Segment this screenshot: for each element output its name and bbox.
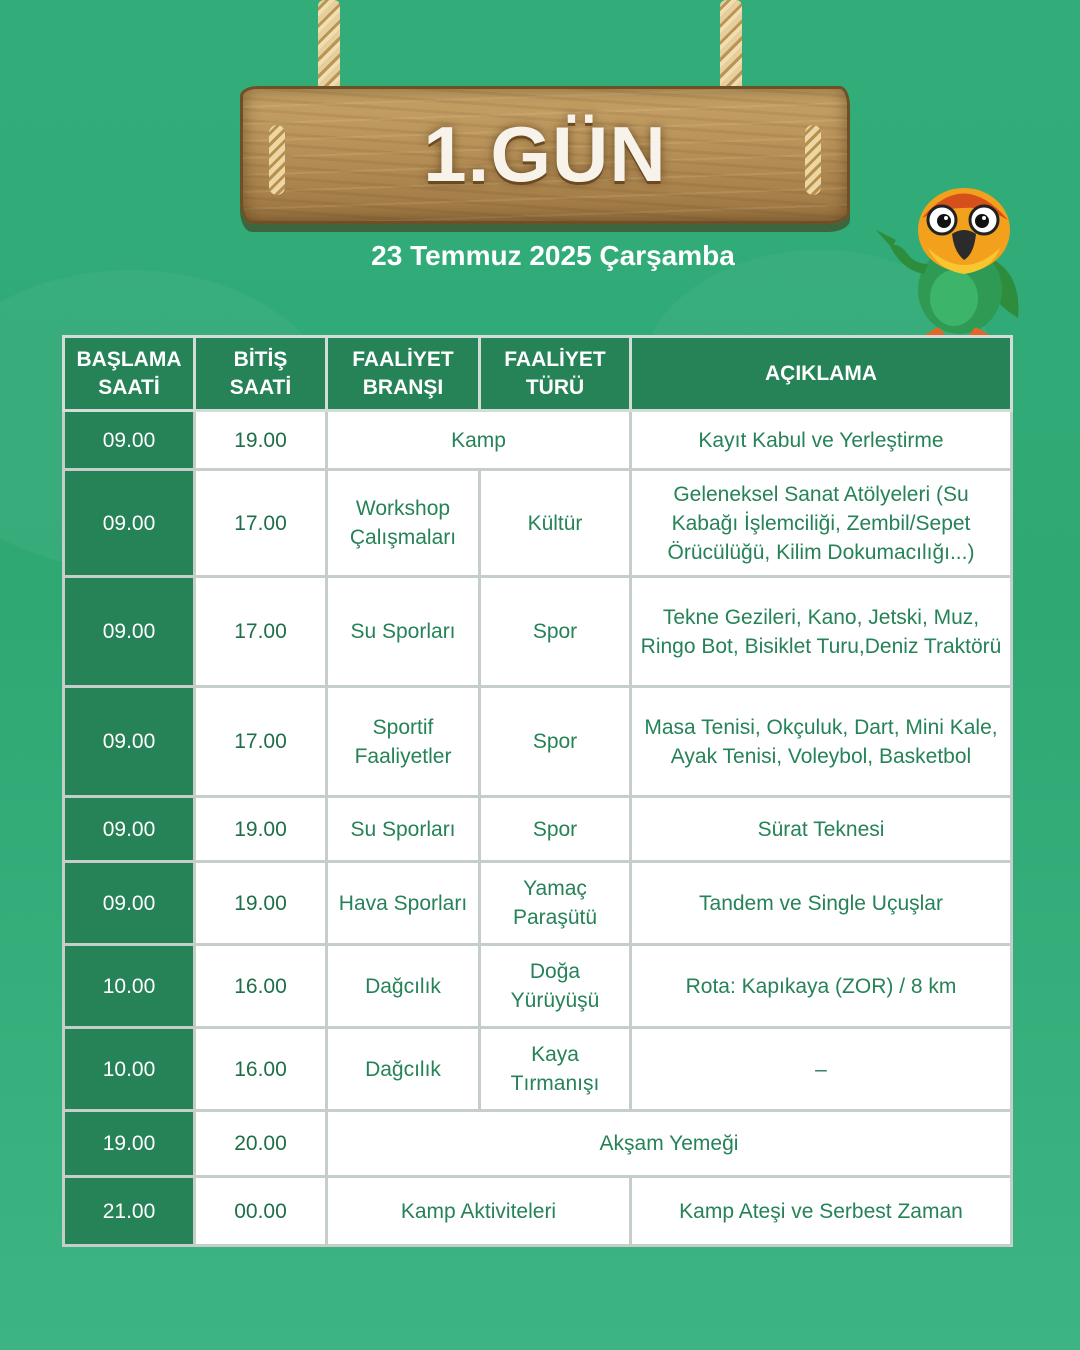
activity-type: Kültür bbox=[480, 470, 631, 577]
table-row bbox=[64, 470, 1012, 577]
activity-branch: Sportif Faaliyetler bbox=[327, 687, 480, 797]
activity-description: Masa Tenisi, Okçuluk, Dart, Mini Kale, Ayak Tenisi, Voleybol, Basketbol bbox=[631, 687, 1012, 797]
table-header-row bbox=[64, 337, 1012, 411]
end-time: 16.00 bbox=[195, 945, 327, 1028]
activity-type: Spor bbox=[480, 577, 631, 687]
end-time: 17.00 bbox=[195, 577, 327, 687]
header-end-time: BİTİŞ SAATİ bbox=[195, 337, 327, 411]
activity-description: Sürat Teknesi bbox=[631, 797, 1012, 862]
activity-description: Rota: Kapıkaya (ZOR) / 8 km bbox=[631, 945, 1012, 1028]
activity-description: Geleneksel Sanat Atölyeleri (Su Kabağı İşlemciliği, Zembil/Sepet Örücülüğü, Kilim Dokumacılığı...) bbox=[631, 470, 1012, 577]
activity-branch: Su Sporları bbox=[327, 577, 480, 687]
end-time: 19.00 bbox=[195, 411, 327, 470]
header-branch: FAALİYET BRANŞI bbox=[327, 337, 480, 411]
schedule-table bbox=[62, 335, 1013, 1247]
table-row bbox=[64, 1177, 1012, 1246]
start-time: 09.00 bbox=[64, 797, 195, 862]
start-time: 09.00 bbox=[64, 862, 195, 945]
end-time: 20.00 bbox=[195, 1111, 327, 1177]
header-type: FAALİYET TÜRÜ bbox=[480, 337, 631, 411]
table-row bbox=[64, 945, 1012, 1028]
activity-type: Spor bbox=[480, 687, 631, 797]
activity-description: Kayıt Kabul ve Yerleştirme bbox=[631, 411, 1012, 470]
table-row bbox=[64, 862, 1012, 945]
end-time: 00.00 bbox=[195, 1177, 327, 1246]
table-row bbox=[64, 687, 1012, 797]
activity-branch: Dağcılık bbox=[327, 1028, 480, 1111]
start-time: 19.00 bbox=[64, 1111, 195, 1177]
end-time: 19.00 bbox=[195, 797, 327, 862]
header-description: AÇIKLAMA bbox=[631, 337, 1012, 411]
header-start-time: BAŞLAMA SAATİ bbox=[64, 337, 195, 411]
wooden-sign bbox=[240, 86, 850, 224]
start-time: 09.00 bbox=[64, 411, 195, 470]
activity-type: Doğa Yürüyüşü bbox=[480, 945, 631, 1028]
day-title: 1.GÜN bbox=[423, 110, 667, 198]
table-row bbox=[64, 1028, 1012, 1111]
start-time: 09.00 bbox=[64, 687, 195, 797]
activity-description: Kamp Ateşi ve Serbest Zaman bbox=[631, 1177, 1012, 1246]
activity-type: Spor bbox=[480, 797, 631, 862]
table-row bbox=[64, 577, 1012, 687]
start-time: 10.00 bbox=[64, 1028, 195, 1111]
start-time: 21.00 bbox=[64, 1177, 195, 1246]
activity-branch: Kamp bbox=[327, 411, 631, 470]
activity-description: – bbox=[631, 1028, 1012, 1111]
start-time: 09.00 bbox=[64, 577, 195, 687]
activity-branch: Dağcılık bbox=[327, 945, 480, 1028]
parrot-mascot-icon bbox=[872, 178, 1032, 346]
activity-branch: Workshop Çalışmaları bbox=[327, 470, 480, 577]
activity-branch: Su Sporları bbox=[327, 797, 480, 862]
start-time: 10.00 bbox=[64, 945, 195, 1028]
table-row bbox=[64, 411, 1012, 470]
end-time: 16.00 bbox=[195, 1028, 327, 1111]
rope-left bbox=[318, 0, 340, 92]
activity-branch: Hava Sporları bbox=[327, 862, 480, 945]
end-time: 17.00 bbox=[195, 687, 327, 797]
start-time: 09.00 bbox=[64, 470, 195, 577]
rope-right bbox=[720, 0, 742, 92]
end-time: 17.00 bbox=[195, 470, 327, 577]
table-row bbox=[64, 797, 1012, 862]
activity-type: Kaya Tırmanışı bbox=[480, 1028, 631, 1111]
activity-type: Yamaç Paraşütü bbox=[480, 862, 631, 945]
activity-branch: Kamp Aktiviteleri bbox=[327, 1177, 631, 1246]
activity-description: Tandem ve Single Uçuşlar bbox=[631, 862, 1012, 945]
activity-description: Tekne Gezileri, Kano, Jetski, Muz, Ringo Bot, Bisiklet Turu,Deniz Traktörü bbox=[631, 577, 1012, 687]
table-row bbox=[64, 1111, 1012, 1177]
event-date: 23 Temmuz 2025 Çarşamba bbox=[371, 240, 735, 271]
end-time: 19.00 bbox=[195, 862, 327, 945]
activity-branch: Akşam Yemeği bbox=[327, 1111, 1012, 1177]
